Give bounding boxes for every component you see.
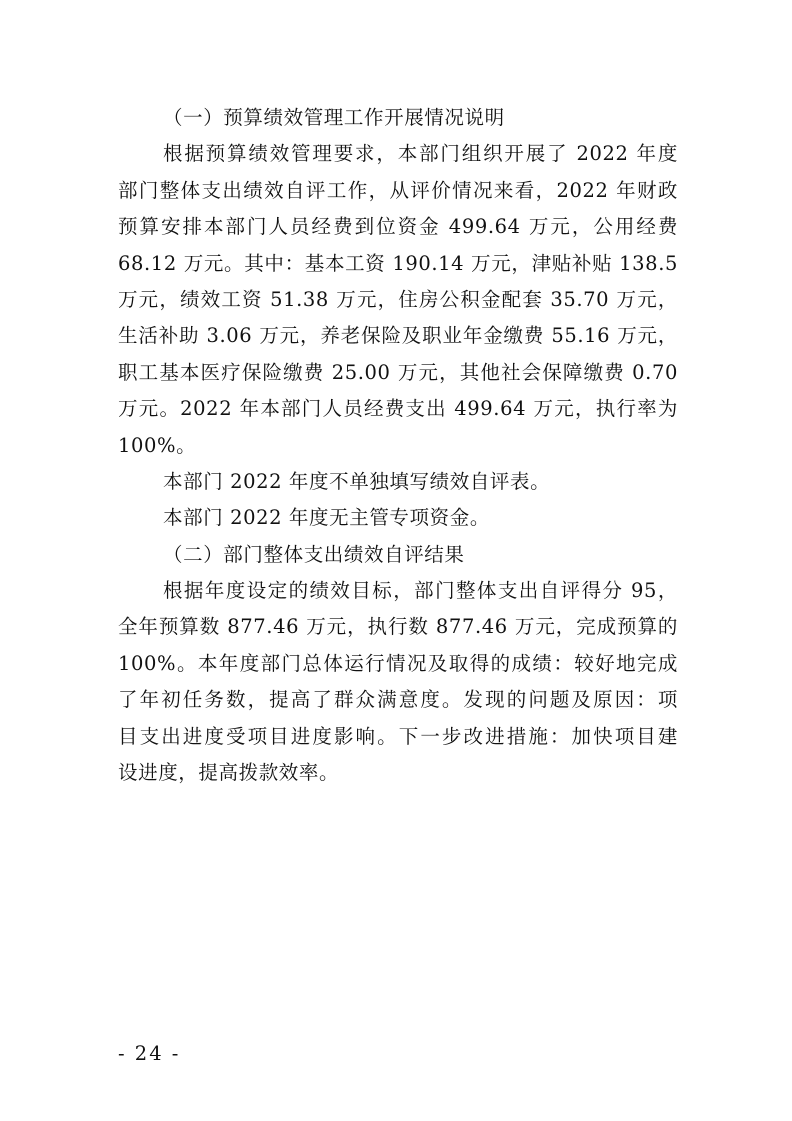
- paragraph-line: 了年初任务数，提高了群众满意度。发现的问题及原因：项: [118, 688, 678, 712]
- paragraph-line: 本部门 2022 年度无主管专项资金。: [163, 506, 490, 530]
- paragraph-line: 设进度，提高拨款效率。: [118, 761, 340, 785]
- document-body: [118, 100, 678, 791]
- paragraph-line: 预算安排本部门人员经费到位资金 499.64 万元，公用经费: [118, 215, 678, 239]
- paragraph-line: 100%。: [118, 433, 197, 457]
- paragraph-line: 100%。本年度部门总体运行情况及取得的成绩：较好地完成: [118, 651, 678, 675]
- paragraph-line: 全年预算数 877.46 万元，执行数 877.46 万元，完成预算的: [118, 615, 678, 639]
- section-heading-2: （二）部门整体支出绩效自评结果: [163, 542, 465, 566]
- page-number: - 24 -: [118, 1042, 181, 1065]
- paragraph-line: 根据预算绩效管理要求，本部门组织开展了 2022 年度: [163, 142, 678, 166]
- paragraph-line: 万元，绩效工资 51.38 万元，住房公积金配套 35.70 万元，: [118, 287, 678, 311]
- paragraph-line: 部门整体支出绩效自评工作，从评价情况来看，2022 年财政: [118, 178, 678, 202]
- paragraph-line: 根据年度设定的绩效目标，部门整体支出自评得分 95，: [163, 579, 678, 603]
- paragraph-line: 职工基本医疗保险缴费 25.00 万元，其他社会保障缴费 0.70: [118, 360, 678, 384]
- paragraph-line: 生活补助 3.06 万元，养老保险及职业年金缴费 55.16 万元，: [118, 324, 678, 348]
- section-heading-1: （一）预算绩效管理工作开展情况说明: [163, 106, 505, 129]
- paragraph-line: 万元。2022 年本部门人员经费支出 499.64 万元，执行率为: [118, 397, 678, 421]
- paragraph-line: 目支出进度受项目进度影响。下一步改进措施：加快项目建: [118, 724, 678, 748]
- paragraph-line: 68.12 万元。其中：基本工资 190.14 万元，津贴补贴 138.5: [118, 251, 678, 275]
- paragraph-line: 本部门 2022 年度不单独填写绩效自评表。: [163, 469, 551, 493]
